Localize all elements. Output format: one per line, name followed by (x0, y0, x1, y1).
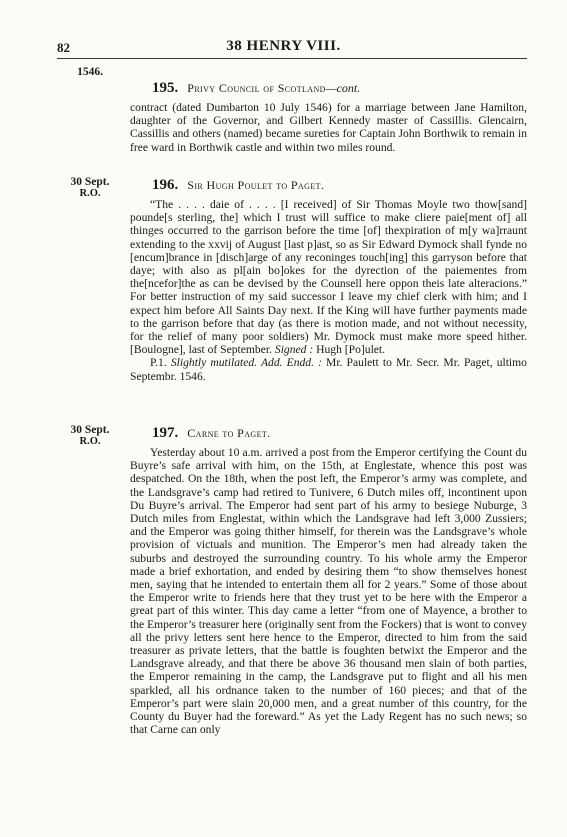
note-italic: Slightly mutilated. Add. Endd. : (170, 356, 322, 370)
entry-title: Privy Council of Scotland (187, 81, 326, 95)
running-title: 38 HENRY VIII. (226, 38, 341, 54)
note-prefix: P.1. (150, 356, 167, 370)
margin-date-block (60, 424, 120, 448)
entry-paragraph: contract (dated Dumbarton 10 July 1546) for a marriage between Jane Hamilton, daughter of the Governor, and Gilbert Kennedy master of Cassillis. Glencairn, Cassillis and others (named) became sureties for Captain John Borthwik to remain in free ward in Borthwik castle and within two miles round. (130, 101, 527, 154)
entry-paragraph (130, 198, 527, 356)
entry-paragraph: Yesterday about 10 a.m. arrived a post from the Emperor certifying the Count du Buyre’s safe arrival with him, on the 15th, at Englestate, whence this post was despatched. On the 18th, when the post left, the Emperor’s army was complete, and the Landsgrave’s camp had retired to Tunivere, 6 Dutch miles off, incontinent upon Du Buyre’s arrival. The Emperor had sent part of his army to besiege Nuburge, 3 Dutch miles from Englestat, within which the Landsgrave had left 3,000 Zussiers; and the Emperor was going thither himself, for therein was the Landsgrave’s whole provision of victuals and munition. The Emperor’s men had already taken the suburbs and destroyed the surrounding country. To his whole army the Emperor made a brief exhortation, and ended by desiring them “to show themselves honest men, saying that he intended to entertain them all for 2 years.” Some of those about the Emperor write to friends here that they trust yet to be here with the Emperor a great part of this winter. This day came a letter “from one of Mayence, a brother to the Emperor’s treasurer here (originally sent from the Fockers) that is wont to convey all the privy letters sent here hence to the Emperor, directed to him from the said treasurer as private letters, that the battle is foughten betwixt the Emperor and the Landsgrave already, and that there be above 36 thousand men slain of both parties, the Emperor remaining in the camp, the Landsgrave put to flight and all his men sparkled, all his ordnance taken to the number of 160 pieces; and that of the Emperor’s part were slain 20,000 men, and a great number of this country, for the County du Buyer had the foreward.” As yet the Lady Regent has no such news; so that Carne can only (130, 446, 527, 737)
entry-body-196 (130, 198, 527, 383)
margin-date: 1546. (77, 66, 103, 78)
entry-heading-195 (152, 80, 360, 97)
signed-label: Signed : (274, 343, 314, 357)
margin-source: R.O. (79, 436, 101, 447)
entry-number: 197. (152, 425, 179, 441)
entry-heading-196 (152, 177, 324, 194)
entry-heading-197 (152, 425, 271, 442)
signature: Hugh [Po]ulet. (316, 343, 386, 357)
page-number: 82 (57, 40, 70, 55)
margin-source: R.O. (79, 188, 101, 199)
entry-text: “The . . . . daie of . . . . [I received] of Sir Thomas Moyle two thow[sand] pounde[s sterling, the] which I trust will suffice to make cliere paie[ment of] all thinges occurred to the garrison before the time [of] thexpiration of m[y wa]rraunt extending to the xxvij of August [last p]ast, so as Sir Edward Dymock shall fynde no [encum]brance in [disch]arge of any reconinges touch[ing] this garryson before that daye; with also as pl[ain bo]okes for the dyrection of the paiementes from the[ncefor]the as can be devised by the Counsell here oppon theis late alteracions.” For better instruction of my said successor I leave my chief clerk with him; and I expect him before All Saints Day next. If the King will have further payments made to the garrison before that day (as there is motion made, and not without necessity, for the relief of many poor soldiers) Mr. Dymock must make more speed hither. [Boulogne], last of September. (130, 198, 527, 357)
margin-date: 30 Sept. (70, 424, 110, 436)
margin-date-block (60, 176, 120, 200)
entry-title: Sir Hugh Poulet to Paget. (187, 178, 325, 192)
margin-date: 30 Sept. (70, 176, 110, 188)
entry-note (130, 356, 527, 382)
entry-title: Carne to Paget. (187, 426, 271, 440)
note-rest: Mr. Paulett to Mr. Secr. Mr. Paget, ultimo Septembr. 1546. (130, 356, 527, 383)
margin-year (60, 66, 120, 78)
entry-title-suffix: —cont. (325, 81, 361, 95)
entry-body-197 (130, 446, 527, 736)
entry-number: 195. (152, 80, 179, 96)
header-rule (57, 58, 527, 59)
entry-body-195 (130, 101, 527, 154)
entry-number: 196. (152, 177, 179, 193)
